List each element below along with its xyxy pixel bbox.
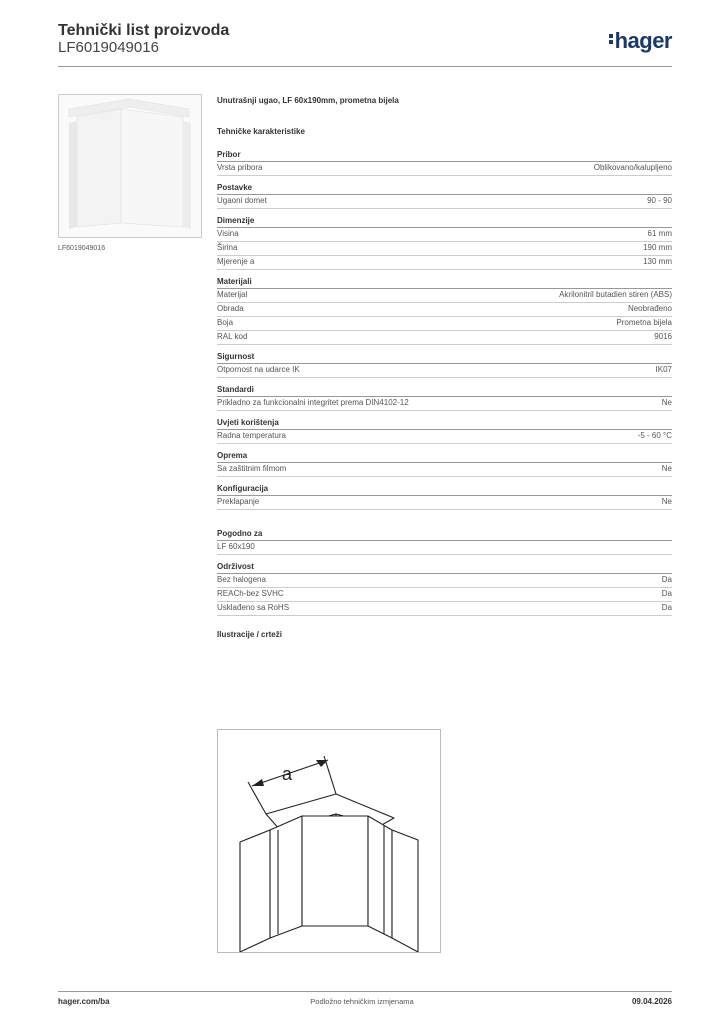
spec-section <box>217 150 672 176</box>
section-heading: Standardi <box>217 385 672 397</box>
section-heading: Pribor <box>217 150 672 162</box>
spec-value: Da <box>661 589 672 598</box>
footer-disclaimer: Podložno tehničkim izmjenama <box>310 997 414 1006</box>
spec-label: REACh-bez SVHC <box>217 589 284 598</box>
hager-logo <box>609 28 672 54</box>
spec-value: 61 mm <box>647 229 672 238</box>
product-code: LF6019049016 <box>58 39 159 56</box>
footer-website[interactable]: hager.com/ba <box>58 997 110 1006</box>
spec-label: RAL kod <box>217 332 248 341</box>
spec-value: 90 - 90 <box>647 196 672 205</box>
illustration-title: Ilustracije / crteži <box>217 630 282 639</box>
spec-label: Usklađeno sa RoHS <box>217 603 290 612</box>
corner-drawing <box>218 730 440 952</box>
spec-section <box>217 385 672 411</box>
spec-sections <box>217 150 672 510</box>
photo-caption: LF6019049016 <box>58 245 106 252</box>
spec-label: Prikladno za funkcionalni integritet prema DIN4102-12 <box>217 398 409 407</box>
spec-row <box>217 317 672 331</box>
spec-row <box>217 331 672 345</box>
section-heading: Materijali <box>217 277 672 289</box>
section-heading: Konfiguracija <box>217 484 672 496</box>
logo-text: hager <box>614 28 672 53</box>
spec-row <box>217 256 672 270</box>
section-heading: Održivost <box>217 562 672 574</box>
section-heading: Oprema <box>217 451 672 463</box>
spec-row <box>217 574 672 588</box>
spec-section <box>217 216 672 270</box>
product-title: Unutrašnji ugao, LF 60x190mm, prometna bijela <box>217 96 399 105</box>
spec-row <box>217 162 672 176</box>
spec-section <box>217 183 672 209</box>
spec-row <box>217 289 672 303</box>
spec-value: 9016 <box>654 332 672 341</box>
spec-value: IK07 <box>655 365 672 374</box>
section-heading: Pogodno za <box>217 529 672 541</box>
compat-section <box>217 529 672 555</box>
technical-drawing <box>217 729 441 953</box>
section-heading: Uvjeti korištenja <box>217 418 672 430</box>
spec-row <box>217 397 672 411</box>
spec-label: Ugaoni domet <box>217 196 267 205</box>
spec-label: Širina <box>217 243 238 252</box>
logo-dots-icon <box>609 32 613 46</box>
section-heading: Sigurnost <box>217 352 672 364</box>
spec-row <box>217 430 672 444</box>
product-photo-image <box>59 95 201 237</box>
spec-section <box>217 529 672 555</box>
footer-divider <box>58 991 672 992</box>
spec-label: Radna temperatura <box>217 431 286 440</box>
spec-label: Otpornost na udarce IK <box>217 365 300 374</box>
spec-row <box>217 588 672 602</box>
spec-value: Prometna bijela <box>616 318 672 327</box>
spec-label: Materijal <box>217 290 248 299</box>
spec-row <box>217 303 672 317</box>
spec-section <box>217 562 672 616</box>
spec-label: Sa zaštitnim filmom <box>217 464 287 473</box>
spec-section <box>217 352 672 378</box>
section-heading: Postavke <box>217 183 672 195</box>
sustain-section <box>217 562 672 616</box>
spec-row <box>217 364 672 378</box>
footer-date: 09.04.2026 <box>631 997 672 1006</box>
spec-value: Neobrađeno <box>627 304 672 313</box>
spec-row <box>217 195 672 209</box>
spec-value: Ne <box>661 497 672 506</box>
spec-row <box>217 602 672 616</box>
product-photo <box>58 94 202 238</box>
spec-row <box>217 496 672 510</box>
spec-value: -5 - 60 °C <box>637 431 672 440</box>
spec-section <box>217 418 672 444</box>
spec-value: Da <box>661 575 672 584</box>
spec-row <box>217 228 672 242</box>
header-divider <box>58 66 672 67</box>
spec-label: Preklapanje <box>217 497 260 506</box>
spec-label: Visina <box>217 229 239 238</box>
spec-value: Ne <box>661 398 672 407</box>
spec-value: Da <box>661 603 672 612</box>
spec-row <box>217 541 672 555</box>
spec-value: Ne <box>661 464 672 473</box>
spec-section <box>217 277 672 345</box>
spec-row <box>217 242 672 256</box>
spec-value: 190 mm <box>643 243 672 252</box>
dimension-label-a: a <box>282 764 293 784</box>
spec-label: LF 60x190 <box>217 542 255 551</box>
section-heading: Dimenzije <box>217 216 672 228</box>
spec-label: Obrada <box>217 304 244 313</box>
spec-section <box>217 451 672 477</box>
spec-label: Boja <box>217 318 234 327</box>
document-title: Tehnički list proizvoda <box>58 22 230 39</box>
spec-label: Vrsta pribora <box>217 163 263 172</box>
spec-row <box>217 463 672 477</box>
spec-value: Akrilonitril butadien stiren (ABS) <box>559 290 672 299</box>
spec-panel <box>217 96 672 639</box>
spec-section <box>217 484 672 510</box>
spec-label: Mjerenje a <box>217 257 255 266</box>
spec-value: 130 mm <box>643 257 672 266</box>
spec-value: Oblikovano/kalupljeno <box>593 163 672 172</box>
tech-characteristics-title: Tehničke karakteristike <box>217 127 305 136</box>
spec-label: Bez halogena <box>217 575 266 584</box>
